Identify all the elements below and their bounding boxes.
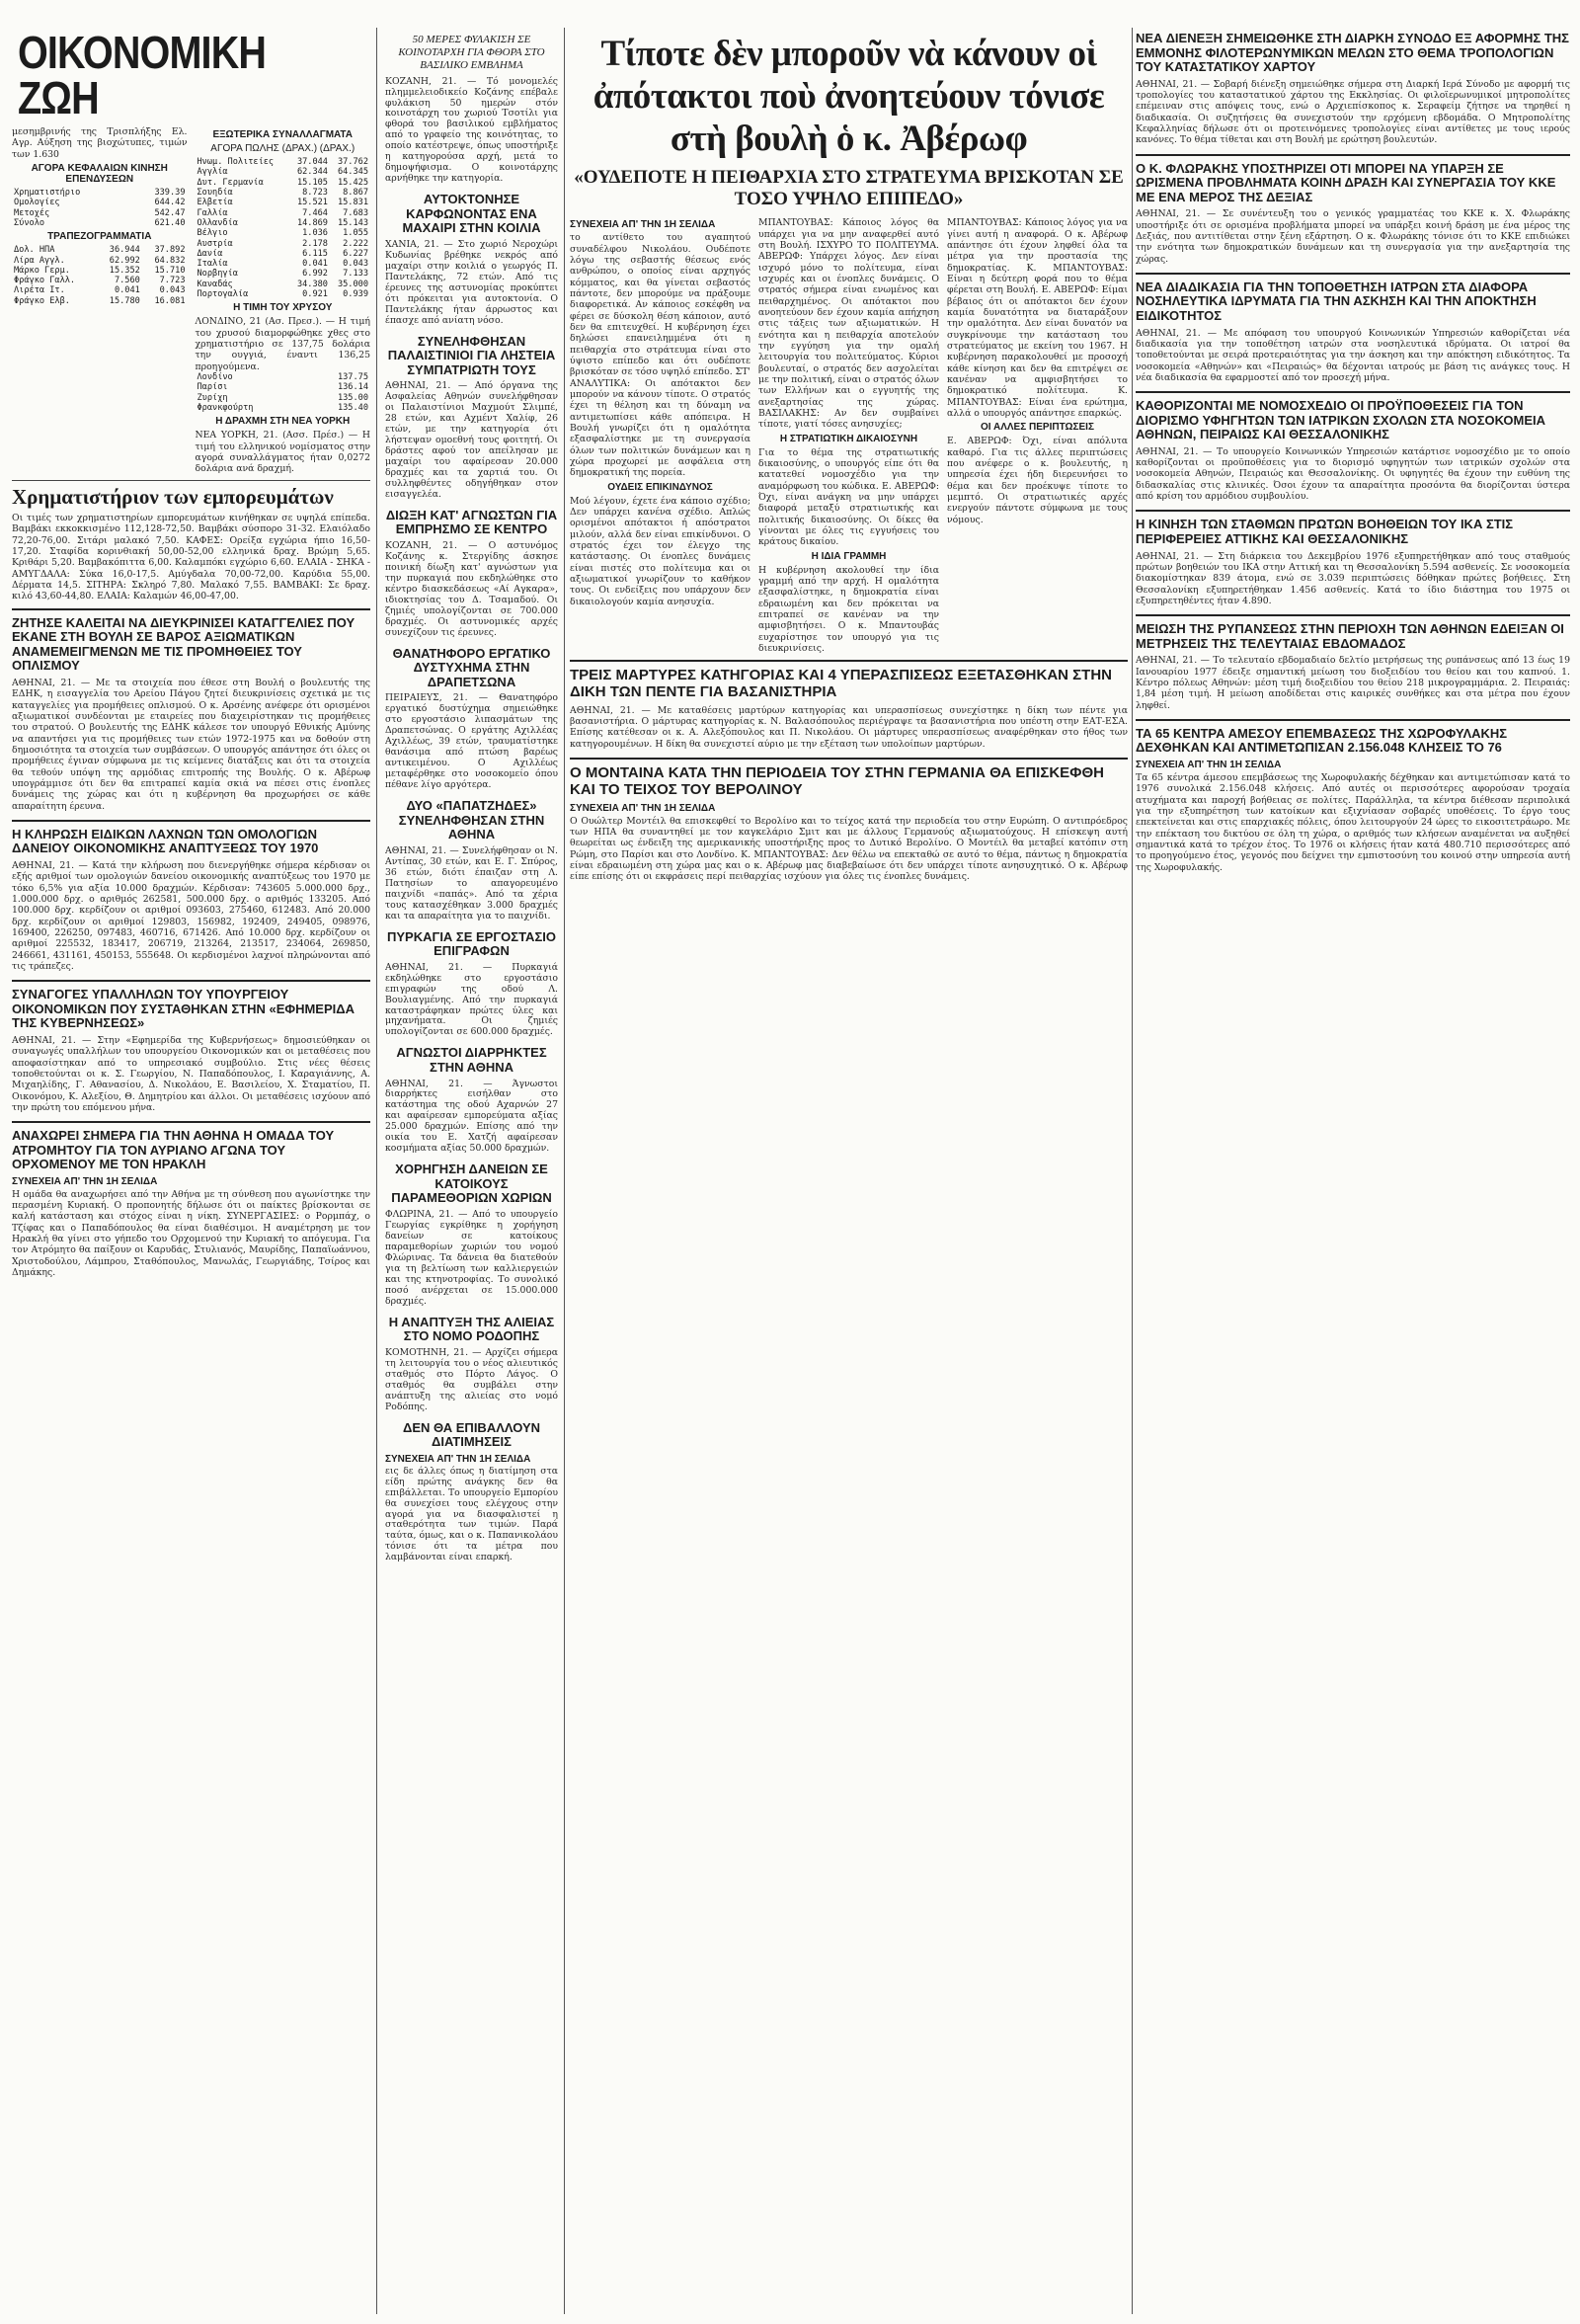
- article: [1136, 280, 1570, 383]
- article: [1136, 622, 1570, 711]
- article-body: Τα 65 κέντρα άμεσου επεμβάσεως της Χωροφυλακής δέχθηκαν και αντιμετώπισαν κατά το 1976 συνολικά 2.156.048 κλήσεις. Από αυτές οι περισσότερες αφορούσαν τροχαία ατυχήματα και παροχή βοήθειας σε πολίτες. Παράλληλα, τα κέντρα διέθεσαν περιπολικά για την εξυπηρέτηση των κατοίκων και εξιχνίασαν σοβαρές υποθέσεις. Το έργο τους επεκτείνεται και στις επαρχιακές πόλεις, όπου λειτουργούν 24 ώρες το εικοσιτετράωρο. Με την επέκταση του δικτύου σε όλη τη χώρα, ο αριθμός των κλήσεων αναμένεται να αυξηθεί σημαντικά κατά το τρέχον έτος. Το 1976 οι κλήσεις ήταν κατά 480.710 περισσότερες από το προηγούμενο έτος, γεγονός που δείχνει την εμπιστοσύνη του κοινού στην υπηρεσία αυτή της Χωροφυλακής.: [1136, 772, 1570, 873]
- article: [385, 1421, 558, 1564]
- article-headline: Η ΚΙΝΗΣΗ ΤΩΝ ΣΤΑΘΜΩΝ ΠΡΩΤΩΝ ΒΟΗΘΕΙΩΝ ΤΟΥ ΙΚΑ ΣΤΙΣ ΠΕΡΙΦΕΡΕΙΕΣ ΑΤΤΙΚΗΣ ΚΑΙ ΘΕΣΣΑΛΟΝΙΚΗΣ: [1136, 517, 1514, 546]
- table-row: Ελβετία 15.521 15.831: [197, 198, 368, 208]
- article: [385, 509, 558, 639]
- table-row: Λίρα Αγγλ. 62.992 64.832: [14, 255, 186, 266]
- article: [385, 193, 558, 326]
- article: [385, 647, 558, 791]
- continuation-label: ΣΥΝΕΧΕΙΑ ΑΠ' ΤΗΝ 1Η ΣΕΛΙΔΑ: [570, 802, 716, 814]
- article: [385, 1046, 558, 1155]
- article-headline: ΝΕΑ ΔΙΑΔΙΚΑΣΙΑ ΓΙΑ ΤΗΝ ΤΟΠΟΘΕΤΗΣΗ ΙΑΤΡΩΝ ΣΤΑ ΔΙΑΦΟΡΑ ΝΟΣΗΛΕΥΤΙΚΑ ΙΔΡΥΜΑΤΑ ΓΙΑ ΤΗΝ ΑΣΚΗΣΗ ΚΑΙ ΤΗΝ ΑΠΟΚΤΗΣΗ ΕΙΔΙΚΟΤΗΤΟΣ: [1136, 279, 1537, 323]
- briefs-column: [385, 28, 558, 2314]
- article-headline: Ο Κ. ΦΛΩΡΑΚΗΣ ΥΠΟΣΤΗΡΙΖΕΙ ΟΤΙ ΜΠΟΡΕΙ ΝΑ ΥΠΑΡΞΗ ΣΕ ΩΡΙΣΜΕΝΑ ΠΡΟΒΛΗΜΑΤΑ ΚΟΙΝΗ ΔΡΑΣΗ ΚΑΙ ΣΥΝΕΡΓΑΣΙΑ ΤΟΥ ΚΚΕ ΜΕ ΕΝΑ ΜΕΡΟΣ ΤΗΣ ΔΕΞΙΑΣ: [1136, 160, 1556, 204]
- lead-body: ΜΠΑΝΤΟΥΒΑΣ: Κάποιος λόγος θα υπάρχει για να μην αναφερθεί αυτό στη Βουλή. ΙΣΧΥΡΟ ΤΟ ΠΟΛΙΤΕΥΜΑ. ΑΒΕΡΩΦ: Υπάρχει λόγος. Δεν είναι ισχυρό μόνο το πολίτευμα, είναι ισχυρές και οι ένοπλες δυνάμεις. Ο στρατός σήμερα είναι ενωμένος και πειθαρχημένος. Οι απότακτοι που ανοητεύουν δεν έχουν καμία απήχηση στις τάξεις των αξιωματικών. Η ενότητα και η πειθαρχία αποτελούν την εγγύηση για την ομαλή λειτουργία του πολιτεύματος. Κύριοι βουλευταί, ο στρατός δεν ασχολείται με την πολιτική, είναι ο στρατός όλων των Ελλήνων και ο εγγυητής της ανεξαρτησίας της χώρας. ΒΑΣΙΛΑΚΗΣ: Αν δεν συμβαίνει τίποτε, γιατί τόσες ανησυχίες;: [758, 217, 939, 431]
- article-body: ΑΘΗΝΑΙ, 21. — Το τελευταίο εβδομαδιαίο δελτίο μετρήσεως της ρυπάνσεως από 13 έως 19 Ιανουαρίου 1977 έδειξε σημαντική μείωση του διοξειδίου του θείου και του καπνού. 1. Κέντρο πόλεως Αθηνών: μέση τιμή διοξειδίου του θείου 218 μικρογραμμάρια. 2. Πειραιάς: 1,84 μέση τιμή. Η μείωση αποδίδεται στις καιρικές συνθήκες και στα μέτρα που έχουν ληφθεί.: [1136, 655, 1570, 711]
- gold-text: ΛΟΝΔΙΝΟ, 21 (Ασ. Πρεσ.). — Η τιμή του χρυσού διαμορφώθηκε χθες στο χρηματιστήριο σε 137,75 δολάρια την ουγγιά, έναντι 136,25 προηγούμενα.: [195, 316, 370, 372]
- article: [1136, 518, 1570, 606]
- table-row: Πορτογαλία 0.921 0.939: [197, 289, 368, 300]
- article: [385, 34, 558, 185]
- article: [385, 799, 558, 922]
- article-body: ΑΘΗΝΑΙ, 21. — Συνελήφθησαν οι Ν. Αντίπας, 30 ετών, και Ε. Γ. Σπύρος, 36 ετών, διότι έπαιζαν στη Λ. Πατησίων το απαγορευμένο παιχνίδι «παπάς». Από τα χέρια τους κατασχέθηκαν 3.000 δραχμές και τα απαραίτητα για το παιχνίδι.: [385, 844, 558, 922]
- table-row: Σουηδία 8.723 8.867: [197, 187, 368, 198]
- article-body: ΚΟΖΑΝΗ, 21. — Ο αστυνόμος Κοζάνης κ. Στεργίδης άσκησε ποινική δίωξη κατ' αγνώστων για την πυρκαγιά που εκδηλώθηκε στο κέντρο διασκεδάσεως «Αί Αγκαρα», ιδιοκτησίας του Δ. Τσαμαδού. Οι ζημιές υπολογίζονται σε 700.000 δραχμές. Οι αστυνομικές αρχές συνεχίζουν τις έρευνες.: [385, 540, 558, 638]
- article-body: ΑΘΗΝΑΙ, 21. — Το υπουργείο Κοινωνικών Υπηρεσιών κατάρτισε νομοσχέδιο με το οποίο καθορίζονται οι προϋποθέσεις για το διορισμό υφηγητών των ιατρικών σχολών στα νοσοκομεία Αθηνών, Πειραιώς και Θεσσαλονίκης. Οι υφηγητές θα έχουν την ευθύνη της διδασκαλίας στις κλινικές. Όσοι έχουν τα απαραίτητα προσόντα θα διορίζονται ύστερα από κρίση του αρμόδιου συμβουλίου.: [1136, 445, 1570, 503]
- table-row: Φράγκο Γαλλ. 7.560 7.723: [14, 276, 186, 286]
- article-body: ΧΑΝΙΑ, 21. — Στο χωριό Νεροχώρι Κυδωνίας βρέθηκε νεκρός από μαχαίρι στην κοιλιά ο γεωργός Π. Παντελάκης, 72 ετών. Από τις έρευνες της αστυνομίας προκύπτει ότι πρόκειται για αυτοκτονία. Ο Παντελάκης ήταν άρρωστος και έπασχε από ανίατη νόσο.: [385, 238, 558, 326]
- article-body: ΑΘΗΝΑΙ, 21. — Σοβαρή διένεξη σημειώθηκε σήμερα στη Διαρκή Ιερά Σύνοδο με αφορμή τις τροπολογίες του καταστατικού χάρτου της Εκκλησίας. Οι φιλοϊερωνυμικοί μητροπολίτες επέμειναν στις απόψεις τους, ενώ ο Αρχιεπίσκοπος κ. Σεραφείμ ζήτησε να τηρηθεί η διαδικασία. Οι συζητήσεις θα συνεχιστούν την ερχόμενη εβδομάδα. Ο Μητροπολίτης Κεφαλληνίας δήλωσε ότι οι προτεινόμενες τροπολογίες είναι αντίθετες με τους ιερούς κανόνες. Το θέμα τίθεται και στη Βουλή με ερώτηση βουλευτών.: [1136, 78, 1570, 146]
- lead-body: Μού λέγουν, έχετε ένα κάποιο σχέδιο; Δεν υπάρχει κανένα σχέδιο. Απλώς ορισμένοι απότακτοι ή απόστρατοι μιλούν, αλλά δεν είναι επικίνδυνοι. Ο στρατός έχει τον έλεγχο της κατάστασης. Οι ένοπλες δυνάμεις είναι πιστές στο πολίτευμα και οι αξιωματικοί γνωρίζουν το καθήκον τους. Οι ενδείξεις που υπάρχουν δεν δικαιολογούν καμία ανησυχία.: [570, 495, 750, 607]
- lead-body: το αντίθετο του αγαπητού συναδέλφου Νικολάου. Ουδέποτε λόγω της σεβαστής θέσεως ενός ανθρώπου, ο οποίος είναι αρχηγός κόμματος, και θα γίνεται σεβαστός πάντοτε, δεν μπορούμε να πράξουμε διαφορετικά. Αν κάποιος εσκέφθη να φέρει σε δύσκολη θέση κάποιον, αυτό δεν θα επιτευχθεί. Η κυβέρνηση έχει δηλώσει επανειλημμένα ότι η πειθαρχία στο στράτευμα είναι στο ύψιστο επίπεδο και ότι ουδέποτε βρισκόταν σε τόσο υψηλό επίπεδο. ΣΤ' ΑΝΑΛΥΤΙΚΑ: Οι απότακτοι δεν μπορούν να κάνουν τίποτε. Ο στρατός έχει τη θέληση και τη δύναμη να αντιμετωπίσει κάθε απόπειρα. Η Βουλή γνωρίζει ότι η ομαλότητα εξασφαλίστηκε με τη συνεργασία όλων των πολιτικών δυνάμεων και η χώρα προχωρεί με ασφάλεια στη δημοκρατική της πορεία.: [570, 232, 750, 479]
- table-row: Ιταλία 0.041 0.043: [197, 259, 368, 270]
- table-row: Λιρέτα Ιτ. 0.041 0.043: [14, 285, 186, 296]
- article: [1136, 727, 1570, 873]
- article: [1136, 32, 1570, 146]
- article-headline: Η ΚΛΗΡΩΣΗ ΕΙΔΙΚΩΝ ΛΑΧΝΩΝ ΤΩΝ ΟΜΟΛΟΓΙΩΝ ΔΑΝΕΙΟΥ ΟΙΚΟΝΟΜΙΚΗΣ ΑΝΑΠΤΥΞΕΩΣ ΤΟΥ 1970: [12, 826, 319, 856]
- lead-section-title: Η ΙΔΙΑ ΓΡΑΜΜΗ: [811, 550, 887, 562]
- table-row: Νορβηγία 6.992 7.133: [197, 269, 368, 280]
- table-row: Φρανκφούρτη 135.40: [197, 402, 368, 413]
- table-row: Φράγκο Ελβ. 15.780 16.081: [14, 295, 186, 306]
- column-rule: [376, 28, 377, 2314]
- table-row: Δανία 6.115 6.227: [197, 248, 368, 259]
- table-row: Σύνολο 621.40: [14, 217, 186, 228]
- article-headline: ΜΕΙΩΣΗ ΤΗΣ ΡΥΠΑΝΣΕΩΣ ΣΤΗΝ ΠΕΡΙΟΧΗ ΤΩΝ ΑΘΗΝΩΝ ΕΔΕΙΞΑΝ ΟΙ ΜΕΤΡΗΣΕΙΣ ΤΗΣ ΤΕΛΕΥΤΑΙΑΣ ΕΒΔΟΜΑΔΟΣ: [1136, 621, 1564, 651]
- table-row: Γαλλία 7.464 7.683: [197, 207, 368, 218]
- lead-section-title: Η ΣΤΡΑΤΙΩΤΙΚΗ ΔΙΚΑΙΟΣΥΝΗ: [779, 433, 918, 444]
- article-kicker: 50 ΜΕΡΕΣ ΦΥΛΑΚΙΣΗ ΣΕ ΚΟΙΝΟΤΑΡΧΗ ΓΙΑ ΦΘΟΡΑ ΣΤΟ ΒΑΣΙΛΙΚΟ ΕΜΒΛΗΜΑ: [398, 34, 545, 72]
- banknotes-table: [12, 245, 188, 306]
- table-row: Χρηματιστήριο 339.39: [14, 187, 186, 198]
- lead-column: [570, 28, 1128, 2314]
- lead-section-title: ΟΥΔΕΙΣ ΕΠΙΚΙΝΔΥΝΟΣ: [607, 481, 713, 493]
- article-headline: ΘΑΝΑΤΗΦΟΡΟ ΕΡΓΑΤΙΚΟ ΔΥΣΤΥΧΗΜΑ ΣΤΗΝ ΔΡΑΠΕΤΣΩΝΑ: [392, 645, 551, 689]
- section-masthead: ΟΙΚΟΝΟΜΙΚΗ ΖΩΗ: [18, 28, 267, 123]
- article-headline: ΔΕΝ ΘΑ ΕΠΙΒΑΛΛΟΥΝ ΔΙΑΤΙΜΗΣΕΙΣ: [402, 1419, 541, 1450]
- lead-section-title: ΟΙ ΑΛΛΕΣ ΠΕΡΙΠΤΩΣΕΙΣ: [981, 422, 1094, 434]
- article-headline: ΠΥΡΚΑΓΙΑ ΣΕ ΕΡΓΟΣΤΑΣΙΟ ΕΠΙΓΡΑΦΩΝ: [387, 928, 556, 959]
- article-headline: ΝΕΑ ΔΙΕΝΕΞΗ ΣΗΜΕΙΩΘΗΚΕ ΣΤΗ ΔΙΑΡΚΗ ΣΥΝΟΔΟ ΕΞ ΑΦΟΡΜΗΣ ΤΗΣ ΕΜΜΟΝΗΣ ΦΙΛΟΤΕΡΩΝΥΜΙΚΩΝ ΜΕΛΩΝ ΣΤΟ ΘΕΜΑ ΤΡΟΠΟΛΟΓΙΩΝ ΤΟΥ ΚΑΤΑΣΤΑΤΙΚΟΥ ΧΑΡΤΟΥ: [1136, 31, 1569, 75]
- capital-table: [12, 188, 188, 228]
- continuation-label: ΣΥΝΕΧΕΙΑ ΑΠ' ΤΗΝ 1Η ΣΕΛΙΔΑ: [570, 219, 716, 231]
- right-column: [1136, 28, 1570, 2314]
- ny-text: ΝΕΑ ΥΟΡΚΗ, 21. (Ασσ. Πρέσ.) — Η τιμή του ελληνικού νομίσματος στην αγορά συναλλάγματος ήταν 0,0272 δολάρια ανά δραχμή.: [195, 430, 370, 475]
- article-body: ΦΛΩΡΙΝΑ, 21. — Από το υπουργείο Γεωργίας εγκρίθηκε η χορήγηση δανείων σε κατοίκους παραμεθορίων χωριών του νομού Φλώρινας. Τα δάνεια θα διατεθούν για τη βελτίωση των καλλιεργειών και της κτηνοτροφίας. Το συνολικό ποσό ανέρχεται σε 15.000.000 δραχμές.: [385, 1208, 558, 1307]
- ny-title: Η ΔΡΑΧΜΗ ΣΤΗ ΝΕΑ ΥΟΡΚΗ: [215, 416, 351, 428]
- lead-body: ΜΠΑΝΤΟΥΒΑΣ: Κάποιος λόγος για να γίνει αυτή η αναφορά. Ο κ. Αβέρωφ απάντησε ότι έχουν ληφθεί όλα τα μέτρα για την προστασία της δημοκρατίας. Κ. ΜΠΑΝΤΟΥΒΑΣ: Είναι η δεύτερη φορά που το θέμα φέρεται στη Βουλή. Ε. ΑΒΕΡΩΦ: Είμαι βέβαιος ότι οι απότακτοι δεν έχουν καμία δυνατότητα να διαταράξουν την ομαλότητα. Δεν είναι δυνατόν να συγκρίνουμε την κατάσταση του στρατεύματος με εκείνη του 1967. Η κυβέρνηση παρακολουθεί με προσοχή κάθε κίνηση και δεν θα επιτρέψει σε κανέναν να αμφισβητήσει το δημοκρατικό πολίτευμα. Κ. ΜΠΑΝΤΟΥΒΑΣ: Είναι ένα ερώτημα, αλλά ο υπουργός απάντησε επαρκώς.: [947, 217, 1128, 419]
- continuation-label: ΣΥΝΕΧΕΙΑ ΑΠ' ΤΗΝ 1Η ΣΕΛΙΔΑ: [12, 1175, 158, 1187]
- article-body: ΠΕΙΡΑΙΕΥΣ, 21. — Θανατηφόρο εργατικό δυστύχημα σημειώθηκε στο εργοστάσιο λιπασμάτων της Δραπετσώνας. Ο εργάτης Αχιλλέας Αχιλλέως, 39 ετών, τραυματίστηκε θανάσιμα από πτώση βαρέως αντικειμένου. Ο Αχιλλέως μεταφέρθηκε στο νοσοκομείο όπου πέθανε λίγο αργότερα.: [385, 692, 558, 791]
- article-body: ΑΘΗΝΑΙ, 21. — Στη διάρκεια του Δεκεμβρίου 1976 εξυπηρετήθηκαν από τους σταθμούς πρώτων βοηθειών του ΙΚΑ στην Αττική και τη Θεσσαλονίκη 5.594 ασθενείς. Σε νοσοκομεία διακομίστηκαν 839 άτομα, ενώ σε 3.039 περιπτώσεις δόθηκαν πρώτες βοήθειες. Στη Θεσσαλονίκη εξυπηρετήθηκαν 1.456 ασθενείς. Κατά το ίδιο διάστημα του 1975 οι εξυπηρετηθέντες ήταν 4.890.: [1136, 550, 1570, 606]
- lead-body: Για το θέμα της στρατιωτικής δικαιοσύνης, ο υπουργός είπε ότι θα κατατεθεί νομοσχέδιο για την αναμόρφωση του κώδικα. Ε. ΑΒΕΡΩΦ: Όχι, είναι ανάγκη να μην υπάρχει διαφορά μεταξύ στρατιωτικής και πολιτικής δικαιοσύνης. Οι δίκες θα γίνονται με όλες τις εγγυήσεις του κράτους δικαίου.: [758, 446, 939, 548]
- bank-title: ΤΡΑΠΕΖΟΓΡΑΜΜΑΤΙΑ: [47, 231, 152, 243]
- table-row: Παρίσι 136.14: [197, 382, 368, 393]
- article-headline: ΤΡΕΙΣ ΜΑΡΤΥΡΕΣ ΚΑΤΗΓΟΡΙΑΣ ΚΑΙ 4 ΥΠΕΡΑΣΠΙΣΕΩΣ ΕΞΕΤΑΣΘΗΚΑΝ ΣΤΗΝ ΔΙΚΗ ΤΩΝ ΠΕΝΤΕ ΓΙΑ ΒΑΣΑΝΙΣΤΗΡΙΑ: [570, 667, 1113, 701]
- article-headline: ΑΓΝΩΣΤΟΙ ΔΙΑΡΡΗΚΤΕΣ ΣΤΗΝ ΑΘΗΝΑ: [396, 1045, 547, 1075]
- article-body: εις δε άλλες όπως η διατίμηση στα είδη πρώτης ανάγκης δεν θα επιβάλλεται. Το υπουργείο Εμπορίου θα συνεχίσει τους ελέγχους στην αγορά για να διασφαλιστεί η σταθερότητα των τιμών. Παρά ταύτα, όμως, και ο κ. Παπανικολάου τόνισε ότι τα μέτρα που λαμβάνονται είναι επαρκή.: [385, 1465, 558, 1563]
- article: [12, 988, 370, 1113]
- fx-table: [196, 157, 371, 299]
- column-rule: [1132, 28, 1133, 2314]
- article-headline: ΚΑΘΟΡΙΖΟΝΤΑΙ ΜΕ ΝΟΜΟΣΧΕΔΙΟ ΟΙ ΠΡΟΫΠΟΘΕΣΕΙΣ ΓΙΑ ΤΟΝ ΔΙΟΡΙΣΜΟ ΥΦΗΓΗΤΩΝ ΤΩΝ ΙΑΤΡΙΚΩΝ ΣΧΟΛΩΝ ΣΤΑ ΝΟΣΟΚΟΜΕΙΑ ΑΘΗΝΩΝ, ΠΕΙΡΑΙΩΣ ΚΑΙ ΘΕΣΣΑΛΟΝΙΚΗΣ: [1136, 398, 1546, 442]
- table-row: Αυστρία 2.178 2.222: [197, 238, 368, 249]
- article-body: ΑΘΗΝΑΙ, 21. — Σε συνέντευξη του ο γενικός γραμματέας του ΚΚΕ κ. Χ. Φλωράκης υποστήριξε ότι σε ορισμένα προβλήματα μπορεί να υπάρξει κοινή δράση με ένα μέρος της Δεξιάς, που αντιτίθεται στην ξένη εξάρτηση. Ο κ. Φλωράκης τόνισε ότι το ΚΚΕ επιδιώκει την ενότητα των δημοκρατικών δυνάμεων και τη συνεργασία για την ανεξαρτησία της χώρας.: [1136, 208, 1570, 265]
- article-body: Η ομάδα θα αναχωρήσει από την Αθήνα με τη σύνθεση που αγωνίστηκε την περασμένη Κυριακή. Ο προπονητής δήλωσε ότι οι παίκτες βρίσκονται σε καλή κατάσταση και στόχος είναι η νίκη. ΣΥΝΕΡΓΑΣΙΕΣ: ο Ρορμπάχ, ο Τζίφας και ο Παπαδόπουλος θα είναι διαθέσιμοι. Η αναμέτρηση με τον Ηρακλή θα γίνει στο γήπεδο του Ορχομενού την Κυριακή το απόγευμα. Για τον Ατρόμητο θα παίξουν οι Καρυδάς, Στυλιανός, Μαυρίδης, Παπαϊωάννου, Χριστοδούλου, Λάμπρου, Σταθόπουλος, Μανωλάς, Γεωργιάδης, Τσίρος και Δημάκης.: [12, 1188, 370, 1279]
- article-headline: ΖΗΤΗΣΕ ΚΑΛΕΙΤΑΙ ΝΑ ΔΙΕΥΚΡΙΝΙΣΕΙ ΚΑΤΑΓΓΕΛΙΕΣ ΠΟΥ ΕΚΑΝΕ ΣΤΗ ΒΟΥΛΗ ΣΕ ΒΑΡΟΣ ΑΞΙΩΜΑΤΙΚΩΝ ΑΝΑΜΕΜΕΙΓΜΕΝΩΝ ΜΕ ΤΙΣ ΠΡΟΜΗΘΕΙΕΣ ΤΟΥ ΟΠΛΙΣΜΟΥ: [12, 614, 356, 674]
- table-row: Δυτ. Γερμανία 15.105 15.425: [197, 177, 368, 188]
- lead-headline: Τίποτε δὲν μποροῦν νὰ κάνουν οἱ ἀπότακτοι ποὺ ἀνοητεύουν τόνισε στὴ βουλὴ ὁ κ. Ἀβέρωφ: [592, 34, 1105, 159]
- fx-title: ΕΞΩΤΕΡΙΚΑ ΣΥΝΑΛΛΑΓΜΑΤΑ: [212, 129, 354, 140]
- article-headline: ΣΥΝΕΛΗΦΘΗΣΑΝ ΠΑΛΑΙΣΤΙΝΙΟΙ ΓΙΑ ΛΗΣΤΕΙΑ ΣΥΜΠΑΤΡΙΩΤΗ ΤΟΥΣ: [387, 333, 556, 377]
- table-row: Ομολογίες 644.42: [14, 198, 186, 208]
- article: [12, 616, 370, 812]
- gold-title: Η ΤΙΜΗ ΤΟΥ ΧΡΥΣΟΥ: [233, 302, 333, 314]
- article-body: ΑΘΗΝΑΙ, 21. — Με τα στοιχεία που έθεσε στη Βουλή ο βουλευτής της ΕΔΗΚ, η εισαγγελία του Αρείου Πάγου ζητεί διευκρινίσεις σχετικά με τις καταγγελίες για προμήθειες οπλισμού. Ο κ. Αρσένης ανέφερε ότι ορισμένοι αξιωματικοί συνδέονται με εταιρείες που διαχειρίστηκαν τις προμήθειες του στρατού. Ο βουλευτής της ΕΔΗΚ κάλεσε τον υπουργό Εθνικής Αμύνης να απαντήσει για τις προμήθειες των ετών 1972-1975 και να δοθούν στη δημοσιότητα τα στοιχεία των συμβάσεων. Ο υπουργός απάντησε ότι όλες οι προμήθειες έγιναν σύμφωνα με τις κείμενες διατάξεις και ότι τα στοιχεία θα τεθούν υπόψη της αρμόδιας επιτροπής της Βουλής. Ο κ. Αβέρωφ υπογράμμισε ότι δεν θα επιτραπεί καμία σκιά να πέσει στις ένοπλες δυνάμεις της χώρας και ότι η κυβέρνηση θα προχωρήσει σε κάθε απαραίτητη έρευνα.: [12, 677, 370, 812]
- table-row: Μάρκο Γερμ. 15.352 15.710: [14, 265, 186, 276]
- article: [12, 1129, 370, 1278]
- article-headline: ΣΥΝΑΓΟΓΕΣ ΥΠΑΛΛΗΛΩΝ ΤΟΥ ΥΠΟΥΡΓΕΙΟΥ ΟΙΚΟΝΟΜΙΚΩΝ ΠΟΥ ΣΥΣΤΑΘΗΚΑΝ ΣΤΗΝ «ΕΦΗΜΕΡΙΔΑ ΤΗΣ ΚΥΒΕΡΝΗΣΕΩΣ»: [12, 987, 355, 1031]
- economy-column: [12, 28, 370, 2314]
- article-headline: Ο ΜΟΝΤΑΙΝΑ ΚΑΤΑ ΤΗΝ ΠΕΡΙΟΔΕΙΑ ΤΟΥ ΣΤΗΝ ΓΕΡΜΑΝΙΑ ΘΑ ΕΠΙΣΚΕΦΘΗ ΚΑΙ ΤΟ ΤΕΙΧΟΣ ΤΟΥ ΒΕΡΟΛΙΝΟΥ: [570, 764, 1104, 798]
- table-row: Αγγλία 62.344 64.345: [197, 167, 368, 178]
- continuation-label: ΣΥΝΕΧΕΙΑ ΑΠ' ΤΗΝ 1Η ΣΕΛΙΔΑ: [1136, 760, 1282, 771]
- article-headline: ΔΙΩΞΗ ΚΑΤ' ΑΓΝΩΣΤΩΝ ΓΙΑ ΕΜΠΡΗΣΜΟ ΣΕ ΚΕΝΤΡΟ: [385, 507, 558, 537]
- article-body: ΑΘΗΝΑΙ, 21. — Στην «Εφημερίδα της Κυβερνήσεως» δημοσιεύθηκαν οι συναγωγές υπαλλήλων του υπουργείου Οικονομικών και οι μεταθέσεις που αποφασίστηκαν από το υπηρεσιακό συμβούλιο. Στις νέες θέσεις τοποθετούνται οι κ. Σ. Γεωργίου, Ν. Παπαδόπουλος, Ι. Καραγιάννης, Α. Μιχαηλίδης, Γ. Αθανασίου, Δ. Νικολάου, Ε. Βασιλείου, Χ. Σταματίου, Π. Οικονόμου, Κ. Αλεξίου, Θ. Δημητρίου και άλλοι. Οι μεταθέσεις ισχύουν από την πρώτη του επόμενου μήνα.: [12, 1034, 370, 1113]
- article-headline: ΑΥΤΟΚΤΟΝΗΣΕ ΚΑΡΦΩΝΟΝΤΑΣ ΕΝΑ ΜΑΧΑΙΡΙ ΣΤΗΝ ΚΟΙΛΙΑ: [402, 192, 541, 236]
- fx-subtitle: ΑΓΟΡΑ ΠΩΛΗΣ (ΔΡΑΧ.) (ΔΡΑΧ.): [210, 143, 356, 154]
- article-body: ΚΟΜΟΤΗΝΗ, 21. — Αρχίζει σήμερα τη λειτουργία του ο νέος αλιευτικός σταθμός στο Πόρτο Λάγος. Ο σταθμός θα συμβάλει στην ανάπτυξη της αλιείας στο νομό Ροδόπης.: [385, 1346, 558, 1412]
- article-body: ΑΘΗΝΑΙ, 21. — Πυρκαγιά εκδηλώθηκε στο εργοστάσιο επιγραφών της οδού Λ. Βουλιαγμένης. Από την πυρκαγιά καταστράφηκαν πρώτες ύλες και μηχανήματα. Οι ζημιές υπολογίζονται σε 600.000 δραχμές.: [385, 961, 558, 1038]
- article: [385, 1162, 558, 1307]
- article: [385, 335, 558, 501]
- article-headline: Η ΑΝΑΠΤΥΞΗ ΤΗΣ ΑΛΙΕΙΑΣ ΣΤΟ ΝΟΜΟ ΡΟΔΟΠΗΣ: [388, 1314, 555, 1344]
- article: [1136, 162, 1570, 265]
- article-body: ΑΘΗΝΑΙ, 21. — Από όργανα της Ασφαλείας Αθηνών συνελήφθησαν οι Παλαιστίνιοι Μαχμούτ Σλιμπέ, 28 ετών, και Αχμέντ Χαλίφ, 26 ετών, με την κατηγορία ότι λήστεψαν ομοεθνή τους φοιτητή. Οι δράστες αφού τον απείλησαν με μαχαίρι του αφαίρεσαν 20.000 δραχμές και τα χαρτιά του. Οι συλληφθέντες οδηγήθηκαν στον εισαγγελέα.: [385, 380, 558, 500]
- gold-table: [196, 372, 371, 413]
- masthead-intro: μεσημβρινής της Τρισπλήξης Ελ. Αγρ. Αύξηση της βιοχώτυπες, τιμών των 1.630: [12, 126, 188, 160]
- lead-subheadline: «ΟΥΔΕΠΟΤΕ Η ΠΕΙΘΑΡΧΙΑ ΣΤΟ ΣΤΡΑΤΕΥΜΑ ΒΡΙΣΚΟΤΑΝ ΣΕ ΤΟΣΟ ΥΨΗΛΟ ΕΠΙΠΕΔΟ»: [574, 166, 1124, 209]
- table-row: Καναδάς 34.380 35.000: [197, 279, 368, 289]
- article-body: ΚΟΖΑΝΗ, 21. — Τό μονομελές πλημμελειοδικείο Κοζάνης επέβαλε φυλάκιση 50 ημερών στόν κοινοτάρχη του χωριού Τσοτίλι για φθορά του βασιλικού εμβλήματος από το γραφείο της κοινότητας, το οποίο κατέστρεψε, όπως υποστήριξε η κατηγορούσα αρχή, μετά το δημοψήφισμα. Ο κοινοτάρχης αρνήθηκε την κατηγορία.: [385, 75, 558, 185]
- column-rule: [564, 28, 565, 2314]
- lead-body: Η κυβέρνηση ακολουθεί την ίδια γραμμή από την αρχή. Η ομαλότητα εξασφαλίστηκε, η δημοκρατία είναι εδραιωμένη και δεν πρόκειται να επιτραπεί σε κανέναν να την αμφισβητήσει. Ο κ. Μπαντουβάς ευχαρίστησε τον υπουργό για τις διευκρινίσεις.: [758, 564, 939, 654]
- table-row: Ζυρίχη 135.00: [197, 392, 368, 403]
- article: [570, 765, 1128, 883]
- article-body: ΑΘΗΝΑΙ, 21. — Με καταθέσεις μαρτύρων κατηγορίας και υπερασπίσεως συνεχίστηκε η δίκη των πέντε για βασανιστήρια. Ο μάρτυρας κατηγορίας κ. Ν. Βαλασόπουλος περιέγραψε τα βασανιστήρια που υπέστη στην ΕΑΤ-ΕΣΑ. Επίσης κατέθεσαν οι κ. Α. Αλεξόπουλος και Π. Νικολάου. Οι μάρτυρες υπερασπίσεως αναφέρθηκαν στο ήθος των κατηγορουμένων. Η δίκη θα συνεχιστεί αύριο με την εξέταση των υπολοίπων μαρτύρων.: [570, 704, 1128, 750]
- article-body: ΑΘΗΝΑΙ, 21. — Άγνωστοι διαρρήκτες εισήλθαν στο κατάστημα της οδού Αχαρνών 27 και αφαίρεσαν εμπορεύματα αξίας 25.000 δραχμών. Επίσης από την οικία του Ε. Χατζή αφαίρεσαν κοσμήματα αξίας 50.000 δραχμών.: [385, 1078, 558, 1155]
- table-row: Βέλγιο 1.036 1.055: [197, 228, 368, 239]
- article-headline: ΤΑ 65 ΚΕΝΤΡΑ ΑΜΕΣΟΥ ΕΠΕΜΒΑΣΕΩΣ ΤΗΣ ΧΩΡΟΦΥΛΑΚΗΣ ΔΕΧΘΗΚΑΝ ΚΑΙ ΑΝΤΙΜΕΤΩΠΙΣΑΝ 2.156.048 ΚΛΗΣΕΙΣ ΤΟ 76: [1136, 725, 1508, 756]
- article-body: ΑΘΗΝΑΙ, 21. — Με απόφαση του υπουργού Κοινωνικών Υπηρεσιών καθορίζεται νέα διαδικασία για την τοποθέτηση ιατρών στα νοσηλευτικά ιδρύματα. Οι ιατροί θα τοποθετούνται με σειρά προτεραιότητας για την άσκηση και την απόκτηση ειδικότητος. Τα νοσοκομεία «Αθηνών» και «Πειραιώς» θα δέχονται ιατρούς με βάση τις ανάγκες τους. Η νέα διαδικασία θα εφαρμοστεί από τον προσεχή μήνα.: [1136, 327, 1570, 383]
- article-body: Ο Ουώλτερ Μοντέιλ θα επισκεφθεί το Βερολίνο και το τείχος κατά την περιοδεία του στην Ευρώπη. Ο αντιπρόεδρος των ΗΠΑ θα συναντηθεί με τον καγκελάριο Σμιτ και με άλλους Γερμανούς αξιωματούχους. Η επίσκεψη αυτή θεωρείται ως ένδειξη της αμερικανικής υποστήριξης προς το Δυτικό Βερολίνο. Ο Μοντέιλ θα μεταβεί κατόπιν στη Ρώμη, στο Παρίσι και στο Λονδίνο. Κ. ΜΠΑΝΤΟΥΒΑΣ: Δεν θέλω να επεκταθώ σε αυτό το θέμα, πάντως η δημοκρατία είναι εδραιωμένη στη χώρα μας και ο κ. Αβέρωφ μας διαβεβαίωσε ότι δεν υπάρχει τίποτε ανησυχητικό. Ο κ. Αβέρωφ είπε επίσης ότι οι εκφράσεις περί πειθαρχίας ισχύουν για όλες τις ένοπλες δυνάμεις.: [570, 815, 1128, 883]
- article: [385, 1316, 558, 1413]
- article: [385, 930, 558, 1039]
- article-headline: ΧΟΡΗΓΗΣΗ ΔΑΝΕΙΩΝ ΣΕ ΚΑΤΟΙΚΟΥΣ ΠΑΡΑΜΕΘΟΡΙΩΝ ΧΩΡΙΩΝ: [391, 1162, 552, 1206]
- table-row: Δολ. ΗΠΑ 36.944 37.892: [14, 245, 186, 256]
- article: [1136, 399, 1570, 502]
- article-headline: ΑΝΑΧΩΡΕΙ ΣΗΜΕΡΑ ΓΙΑ ΤΗΝ ΑΘΗΝΑ Η ΟΜΑΔΑ ΤΟΥ ΑΤΡΟΜΗΤΟΥ ΓΙΑ ΤΟΝ ΑΥΡΙΑΝΟ ΑΓΩΝΑ ΤΟΥ ΟΡΧΟΜΕΝΟΥ ΜΕ ΤΟΝ ΗΡΑΚΛΗ: [12, 1128, 335, 1172]
- table-row: Μετοχές 542.47: [14, 207, 186, 218]
- article: [570, 668, 1128, 750]
- table-row: Λονδίνο 137.75: [197, 372, 368, 383]
- exchange-text: Οι τιμές των χρηματιστηρίων εμπορευμάτων κινήθηκαν σε υψηλά επίπεδα. Βαμβάκι εκκοκκισμένο 112,128-72,50. Βαμβάκι σύσπορο 31-32. Ελαιόλαδο 72,20-76,00. Σιτάρι μαλακό 7,50. ΚΑΦΕΣ: Ορείξα εγχώρια ήπιο 16,50-17,20. Σταφίδα κορινθιακή 50,00-52,00 ελληνικά δραχ. Βρώμη 5,65. Κριθάρι 5,20. Βαμβακόπιττα 6,00. Καλαμπόκι εγχώριο 6,60. ΕΛΑΙΑ - ΣΗΚΑ - ΑΜΥΓΔΑΛΑ: Σύκα 16,0-17,5. Αμύγδαλα 70,00-72,00. Καρύδια 55,00. Δέρματα 14,5. ΣΙΤΗΡΑ: Σκληρό 7,80. Μαλακό 7,55. ΒΑΜΒΑΚΙ: Σε δραχ. κιλό 43,60-44,80. ΕΛΑΙΑ: Καλαμών 46,00-47,00.: [12, 513, 370, 602]
- article: [12, 828, 370, 972]
- table-row: Ηνωμ. Πολιτείες 37.044 37.762: [197, 157, 368, 167]
- exchange-headline: Χρηματιστήριον των εμπορευμάτων: [12, 484, 334, 509]
- capital-title: ΑΓΟΡΑ ΚΕΦΑΛΑΙΩΝ ΚΙΝΗΣΗ ΕΠΕΝΔΥΣΕΩΝ: [31, 162, 168, 185]
- lead-body: Ε. ΑΒΕΡΩΦ: Όχι, είναι απόλυτα καθαρό. Για τις άλλες περιπτώσεις που ανέφερε ο κ. βουλευτής, η υπηρεσία έχει ήδη διερευνήσει το θέμα και δεν προέκυψε τίποτε το μεμπτό. Οι στρατιωτικές αρχές ενεργούν πάντοτε σύμφωνα με τους νόμους.: [947, 436, 1128, 525]
- continuation-label: ΣΥΝΕΧΕΙΑ ΑΠ' ΤΗΝ 1Η ΣΕΛΙΔΑ: [385, 1453, 531, 1465]
- article-headline: ΔΥΟ «ΠΑΠΑΤΖΗΔΕΣ» ΣΥΝΕΛΗΦΘΗΣΑΝ ΣΤΗΝ ΑΘΗΝΑ: [398, 798, 545, 842]
- table-row: Ολλανδία 14.869 15.143: [197, 217, 368, 228]
- article-body: ΑΘΗΝΑΙ, 21. — Κατά την κλήρωση που διενεργήθηκε σήμερα κέρδισαν οι εξής αριθμοί των ομολογιών δανείου οικονομικής αναπτύξεως του 1970 με τόκο 6,5% για αξία 10.000 δραχμών. Κέρδισαν: 743605 5.000.000 δρχ., 1.000.000 δρχ. ο αριθμός 262581, 500.000 δρχ. ο αριθμός 133205. Από 100.000 δρχ. κερδίζουν οι αριθμοί 093603, 275460, 612483. Από 20.000 δρχ. κερδίζουν οι αριθμοί 129803, 156982, 192409, 249405, 098976, 169400, 226250, 097483, 460716, 671426. Από 10.000 δρχ. κερδίζουν οι αριθμοί 225532, 183417, 206719, 213264, 213517, 234064, 269850, 246661, 431161, 450153, 555648. Οι κερδισμένοι λαχνοί πληρώνονται από τις τράπεζες.: [12, 859, 370, 972]
